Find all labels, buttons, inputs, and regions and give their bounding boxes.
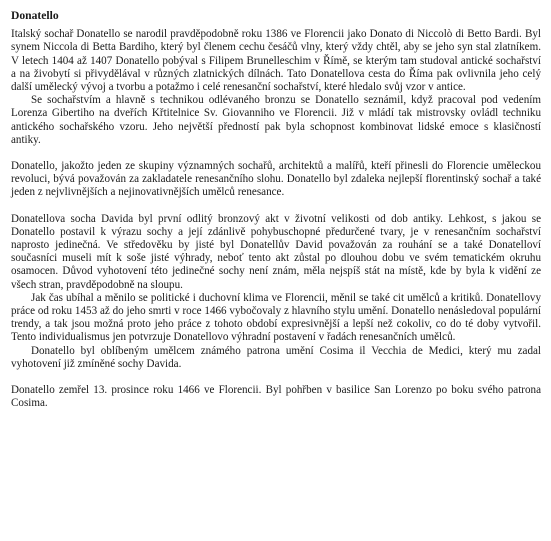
paragraph-death: Donatello zemřel 13. prosince roku 1466 ve Florencii. Byl pohřben v basilice San Lorenzo po boku svého patrona Cosima.	[11, 384, 541, 410]
paragraph-birth: Italský sochař Donatello se narodil pravděpodobně roku 1386 ve Florencii jako Donato di Niccolò di Betto Bardi. Byl synem Niccola di Betta Bardiho, který byl členem cechu česáčů vlny, který vždy chtěl, aby se jeho syn stal zlatníkem. V letech 1404 až 1407 Donatello pobýval s Filipem Brunelleschim v Římě, se kterým tam studoval antické sochařství a na živobytí si přivydělával v různých zlatnických dílnách. Tato Donatellova cesta do Říma pak ovlivnila jeho celý další umělecký vývoj a tvorbu a potažmo i celé renesanční sochařství, které hledalo svůj vzor v antice.	[11, 28, 541, 94]
paragraph-renaissance: Donatello, jakožto jeden ze skupiny významných sochařů, architektů a malířů, kteří přinesli do Florencie uměleckou revoluci, bývá považován za zakladatele renesančního slohu. Donatello byl zdaleka nejlepší florentinský sochař a také jeden z nejvlivnějších a nejinovativnějších umělců renesance.	[11, 160, 541, 199]
paragraph-david: Donatellova socha Davida byl první odlitý bronzový akt v životní velikosti od dob antiky. Lehkost, s jakou se Donatello postavil k výrazu sochy a její zdánlivě pohybuschopné předurčené tvary, je v renesančním sochařství naprosto jedinečná. Ve středověku by jisté byl Donatellův David považován za rouhání se a také Donatelloví současníci museli mít k soše jisté výhrady, neboť tento akt zůstal po dlouhou dobu ve svém tematickém okruhu osamocen. Důvod vyhotovení této jedinečné sochy není znám, měla nejspíš stát na místě, kde by byla k vidění ze všech stran, pravděpodobně na sloupu.	[11, 212, 541, 291]
document-page	[11, 9, 541, 410]
paragraph-medici: Donatello byl oblíbeným umělcem známého patrona umění Cosima il Vecchia de Medici, který mu zadal vyhotovení již zmíněné sochy Davida.	[11, 344, 541, 370]
document-title: Donatello	[11, 9, 59, 22]
paragraph-late-works: Jak čas ubíhal a měnilo se politické i duchovní klima ve Florencii, měnil se také cit umělců a kritiků. Donatellovy práce od roku 1453 až do jeho smrti v roce 1466 vybočovaly z hlavního stylu umění. Donatello nenásledoval populární trendy, a tak jsou možná proto jeho práce z tohoto období expresivnější a lepší než cokoliv, co do té doby vytvořil. Tento individualismus jen potvrzuje Donatellovo výhradní postavení v řadách renesančních umělců.	[11, 291, 541, 344]
paragraph-bronze: Se sochařstvím a hlavně s technikou odlévaného bronzu se Donatello seznámil, když pracoval pod vedením Lorenza Gibertiho na dveřích Křtitelnice Sv. Giovanniho ve Florencii. Již v mládí tak mistrovsky ovládl techniku antického sochařského vzoru. Jeho největší předností pak byla schopnost kombinovat lidské emoce s klasičností antiky.	[11, 94, 541, 146]
